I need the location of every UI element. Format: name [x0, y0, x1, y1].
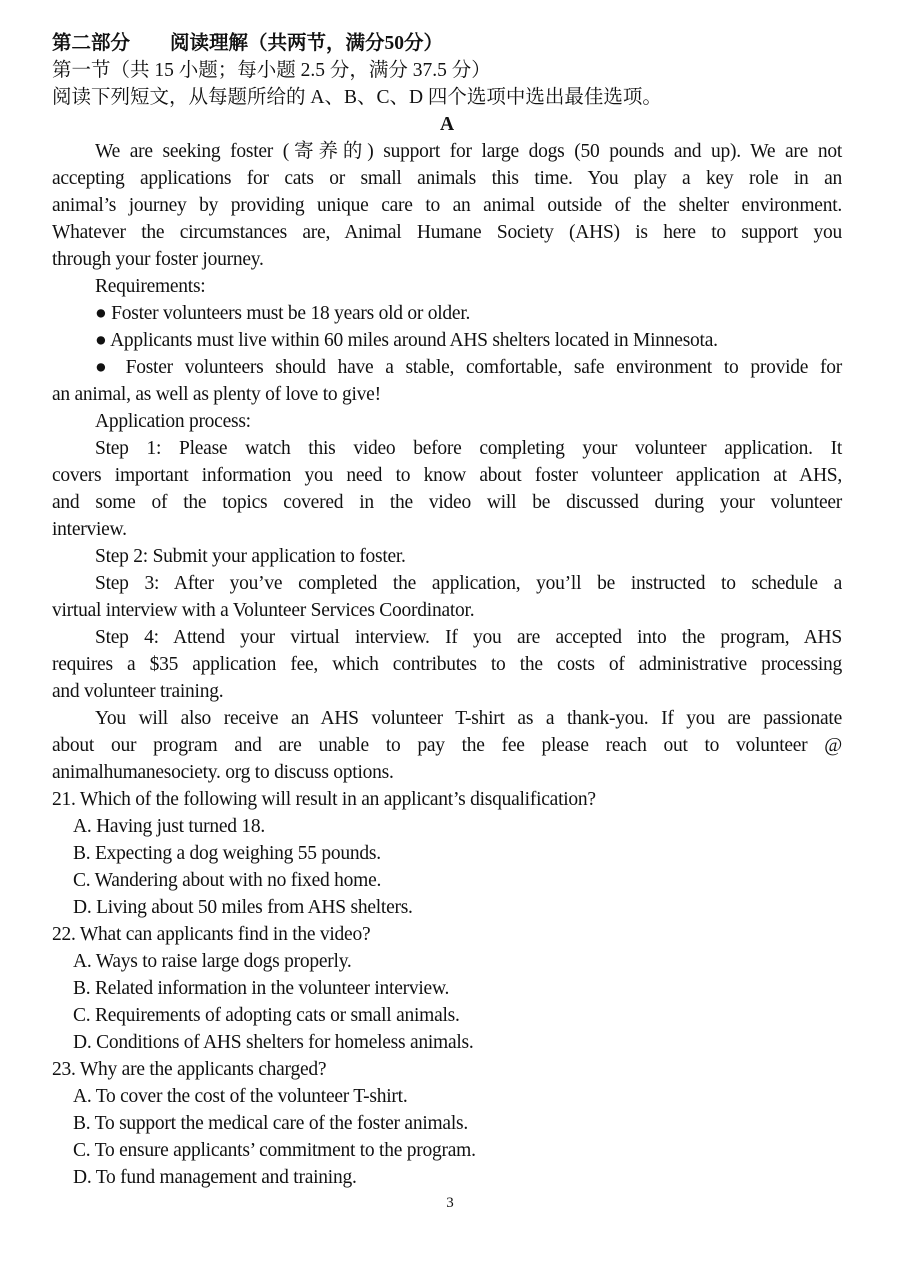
passage-intro	[52, 138, 842, 273]
option-c: C. To ensure applicants’ commitment to the program.	[73, 1140, 476, 1161]
text-line: Step 2: Submit your application to foster.	[95, 546, 406, 567]
text-line: Step 1: Please watch this video before completing your volunteer application. It	[95, 438, 842, 459]
requirements-list	[52, 300, 842, 408]
question-21	[52, 786, 842, 921]
requirement-item-continued: an animal, as well as plenty of love to give!	[52, 384, 381, 405]
text-line: through your foster journey.	[52, 249, 264, 270]
heading-text: Requirements:	[95, 276, 206, 297]
text-line: animal’s journey by providing unique care to an animal outside of the shelter environment.	[52, 195, 842, 216]
text-line: and some of the topics covered in the video will be discussed during your volunteer	[52, 492, 842, 513]
requirements-heading	[52, 273, 842, 300]
text-line: We are seeking foster (寄养的) support for large dogs (50 pounds and up). We are not	[95, 141, 842, 162]
text-line: and volunteer training.	[52, 681, 224, 702]
option-d: D. To fund management and training.	[73, 1167, 357, 1188]
text-line: accepting applications for cats or small animals this time. You play a key role in an	[52, 168, 842, 189]
option-d: D. Living about 50 miles from AHS shelters.	[73, 897, 413, 918]
question-23	[52, 1056, 842, 1191]
option-a: A. Ways to raise large dogs properly.	[73, 951, 352, 972]
step-2	[52, 543, 842, 570]
text-line: requires a $35 application fee, which contributes to the costs of administrative processing	[52, 654, 842, 675]
text-line: interview.	[52, 519, 127, 540]
text-line: animalhumanesociety. org to discuss options.	[52, 762, 394, 783]
text-line: Step 4: Attend your virtual interview. If you are accepted into the program, AHS	[95, 627, 842, 648]
option-b: B. Related information in the volunteer interview.	[73, 978, 450, 999]
text-line: Step 3: After you’ve completed the application, you’ll be instructed to schedule a	[95, 573, 842, 594]
question-stem: 21. Which of the following will result in an applicant’s disqualification?	[52, 789, 596, 810]
option-b: B. To support the medical care of the foster animals.	[73, 1113, 468, 1134]
question-stem: 22. What can applicants find in the video?	[52, 924, 371, 945]
part-title: 第二部分	[52, 33, 131, 54]
exam-page	[52, 30, 842, 1191]
option-d: D. Conditions of AHS shelters for homeless animals.	[73, 1032, 474, 1053]
step-1	[52, 435, 842, 543]
text-line: virtual interview with a Volunteer Services Coordinator.	[52, 600, 475, 621]
instruction: 阅读下列短文，从每题所给的 A、B、C、D 四个选项中选出最佳选项。	[52, 87, 662, 108]
requirement-item: ● Foster volunteers must be 18 years old or older.	[95, 303, 471, 324]
passage-label: A	[439, 114, 455, 135]
text-line: about our program and are unable to pay the fee please reach out to volunteer @	[52, 735, 842, 756]
closing-paragraph	[52, 705, 842, 786]
option-c: C. Wandering about with no fixed home.	[73, 870, 382, 891]
step-3	[52, 570, 842, 624]
section-title: 阅读理解（共两节，满分50分）	[170, 33, 444, 54]
text-line: covers important information you need to know about foster volunteer application at AHS,	[52, 465, 842, 486]
step-4	[52, 624, 842, 705]
option-c: C. Requirements of adopting cats or small animals.	[73, 1005, 460, 1026]
process-heading	[52, 408, 842, 435]
requirement-item: ● Foster volunteers should have a stable, comfortable, safe environment to provide for	[95, 357, 842, 378]
question-stem: 23. Why are the applicants charged?	[52, 1059, 327, 1080]
option-a: A. Having just turned 18.	[73, 816, 265, 837]
text-line: You will also receive an AHS volunteer T-shirt as a thank-you. If you are passionate	[95, 708, 842, 729]
heading-text: Application process:	[95, 411, 251, 432]
option-b: B. Expecting a dog weighing 55 pounds.	[73, 843, 381, 864]
question-22	[52, 921, 842, 1056]
page-number: 3	[446, 1195, 454, 1211]
requirement-item: ● Applicants must live within 60 miles around AHS shelters located in Minnesota.	[95, 330, 718, 351]
part-header	[52, 30, 842, 57]
text-line: Whatever the circumstances are, Animal Humane Society (AHS) is here to support you	[52, 222, 842, 243]
subsection-title: 第一节（共 15 小题；每小题 2.5 分，满分 37.5 分）	[52, 60, 491, 81]
option-a: A. To cover the cost of the volunteer T-shirt.	[73, 1086, 408, 1107]
